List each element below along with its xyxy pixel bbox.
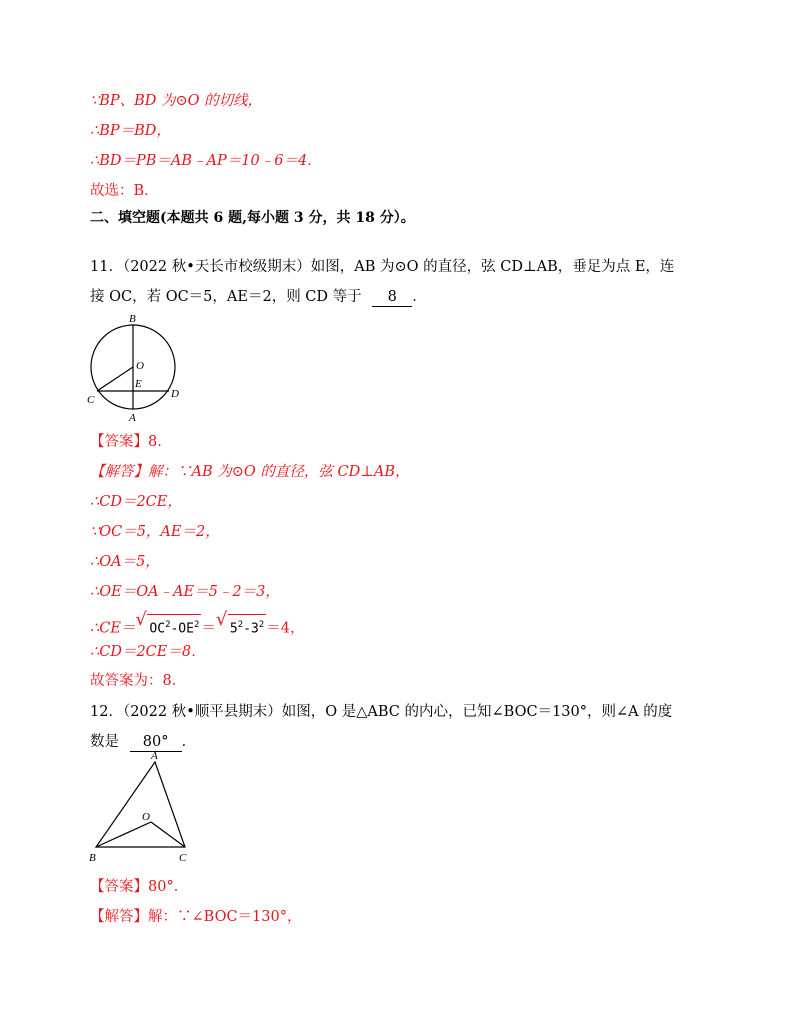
section-title: 二、填空题(本题共 6 题,每小题 3 分，共 18 分）。 bbox=[90, 210, 415, 226]
q12-triangle-figure bbox=[85, 750, 205, 870]
prev-final-choice: 故选：B． bbox=[90, 183, 159, 199]
q12-solution-1: 【解答】解：∵∠BOC＝130°， bbox=[90, 909, 302, 925]
q12-text-1: （2022 秋•顺平县期末）如图，O 是△ABC 的内心，已知∠BOC＝130°，则∠A 的度 bbox=[122, 704, 673, 720]
label-c: C bbox=[179, 852, 187, 864]
prev-solution-line-3: ∴BD＝PB＝AB﹣AP＝10﹣6＝4． bbox=[90, 153, 322, 169]
q11-line-2 bbox=[90, 287, 427, 307]
label-a: A bbox=[151, 750, 158, 762]
label-d: D bbox=[171, 388, 179, 400]
sqrt1-oe: -OE bbox=[170, 621, 194, 637]
sqrt-expression-2: √ $5^2-3^2$ bbox=[216, 614, 266, 639]
q11-answer: 【答案】8． bbox=[90, 434, 172, 450]
sqrt1-oc: OC bbox=[149, 621, 166, 637]
q11-number: 11． bbox=[90, 259, 123, 275]
q11-answer-blank: 8 bbox=[372, 288, 412, 307]
sqrt1-exp-b: 2 bbox=[193, 620, 200, 630]
q11-text-2: 接 OC，若 OC＝5，AE＝2，则 CD 等于 bbox=[90, 289, 362, 305]
q12-answer: 【答案】80°． bbox=[90, 879, 189, 895]
label-e: E bbox=[135, 378, 142, 390]
label-c: C bbox=[87, 394, 95, 406]
q11-ce-value: ＝4， bbox=[266, 620, 305, 637]
q12-number: 12． bbox=[90, 704, 123, 720]
label-o: O bbox=[142, 811, 150, 823]
sqrt-expression-1: √ $OC^2-OE^2$ bbox=[135, 614, 201, 639]
q11-solution-2: ∴CD＝2CE， bbox=[90, 494, 182, 510]
sqrt2-exp-b: 2 bbox=[258, 620, 265, 630]
q11-solution-6 bbox=[90, 609, 305, 639]
label-b: B bbox=[129, 313, 136, 325]
sqrt2-three: -3 bbox=[243, 621, 259, 637]
q12-line-1 bbox=[90, 702, 672, 722]
q11-solution-3: ∵OC＝5，AE＝2， bbox=[90, 524, 220, 540]
q12-answer-blank: 80° bbox=[130, 733, 182, 752]
prev-solution-line-2: ∴BP＝BD， bbox=[90, 123, 171, 139]
q11-text-1: （2022 秋•天长市校级期末）如图，AB 为⊙O 的直径，弦 CD⊥AB，垂足为点 E，连 bbox=[122, 259, 675, 275]
q11-final-answer: 故答案为：8． bbox=[90, 673, 187, 689]
q12-line-2 bbox=[90, 732, 196, 752]
q11-circle-figure bbox=[85, 315, 205, 425]
q12-text-2-end: ． bbox=[181, 734, 197, 750]
sqrt2-exp-a: 2 bbox=[237, 620, 244, 630]
segment-oc bbox=[151, 822, 185, 847]
q11-ce-label: ∴CE＝ bbox=[90, 620, 136, 637]
q11-text-2-end: ． bbox=[412, 289, 427, 305]
q11-equals: ＝ bbox=[201, 620, 216, 637]
label-a: A bbox=[129, 412, 136, 424]
sqrt1-exp-a: 2 bbox=[165, 620, 171, 630]
segment-oc bbox=[97, 367, 133, 391]
q11-solution-1: 【解答】解：∵AB 为⊙O 的直径，弦 CD⊥AB， bbox=[90, 464, 410, 480]
q11-solution-4: ∴OA＝5， bbox=[90, 554, 160, 570]
q11-solution-5: ∴OE＝OA﹣AE＝5﹣2＝3， bbox=[90, 584, 280, 600]
sqrt2-five: 5 bbox=[229, 621, 238, 637]
label-b: B bbox=[89, 852, 96, 864]
triangle-abc bbox=[96, 762, 185, 847]
q11-line-1 bbox=[90, 257, 674, 277]
prev-solution-line-1: ∵BP、BD 为⊙O 的切线， bbox=[90, 93, 263, 109]
q12-text-2: 数是 bbox=[90, 734, 119, 750]
q11-solution-7: ∴CD＝2CE＝8． bbox=[90, 644, 206, 660]
label-o: O bbox=[136, 360, 144, 372]
